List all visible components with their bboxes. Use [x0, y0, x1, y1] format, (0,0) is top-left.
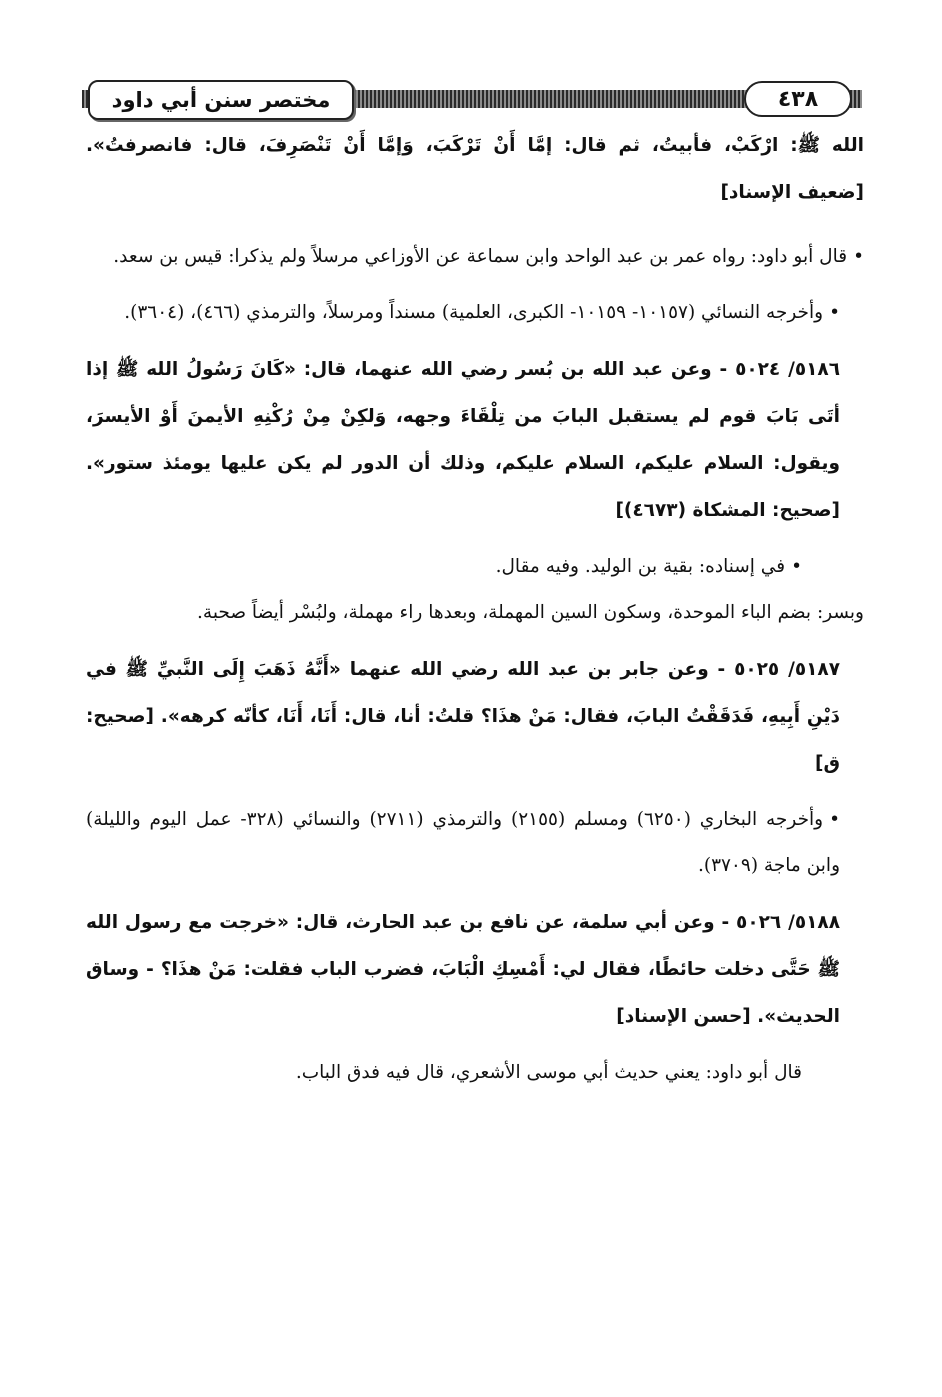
- commentary-paragraph: قال أبو داود: يعني حديث أبي موسى الأشعري، قال فيه فدق الباب.: [295, 1062, 802, 1083]
- commentary-text: وأخرجه البخاري (٦٢٥٠) ومسلم (٢١٥٥) والترمذي (٢٧١١) والنسائي (٣٢٨- عمل اليوم والليلة) وابن ماجة (٣٧٠٩).: [86, 809, 840, 876]
- hadith-5186: ٥١٨٦/ ٥٠٢٤ - وعن عبد الله بن بُسر رضي الله عنهما، قال: «كَانَ رَسُولُ الله ﷺ إذا أتَى بَابَ قوم لم يستقبل البابَ من تِلْقَاءَ وجهه، وَلكِنْ مِنْ رُكْنِهِ الأيمنَ أَوْ الأيسرَ، ويقول: السلام عليكم، السلام عليكم، وذلك أن الدور لم يكن عليها يومئذ ستور». [صحيح: المشكاة (٤٦٧٣)]: [86, 359, 841, 521]
- bullet: •: [829, 302, 840, 323]
- commentary-paragraph: [86, 797, 864, 889]
- commentary-paragraph: [86, 544, 864, 590]
- hadith-5188: ٥١٨٨/ ٥٠٢٦ - وعن أبي سلمة، عن نافع بن عبد الحارث، قال: «خرجت مع رسول الله ﷺ حَتَّى دخلت حائطًا، فقال لي: أَمْسِكِ الْبَابَ، فضرب الباب فقلت: مَنْ هذَا؟ - وساق الحديث». [حسن الإسناد]: [86, 912, 840, 1027]
- commentary-paragraph: وبسر: بضم الباء الموحدة، وسكون السين المهملة، وبعدها راء مهملة، ولبُسْر أيضاً صحبة.: [197, 602, 864, 623]
- bullet: •: [829, 809, 840, 830]
- hadith-continuation: الله ﷺ: ارْكَبْ، فأبيتُ، ثم قال: إمَّا أَنْ تَرْكَبَ، وَإمَّا أَنْ تَنْصَرِفَ، قال: فانصرفتُ». [ضعيف الإسناد]: [86, 135, 864, 203]
- commentary-paragraph: [86, 234, 864, 280]
- commentary-paragraph: [86, 290, 864, 336]
- hadith-5187: ٥١٨٧/ ٥٠٢٥ - وعن جابر بن عبد الله رضي الله عنهما «أَنَّهُ ذَهَبَ إِلَى النَّبيِّ ﷺ في دَيْنِ أَبِيهِ، فَدَقَقْتُ البابَ، فقال: مَنْ هذَا؟ قلتُ: أنا، قال: أَنَا، أَنَا، كأنّه كرهه». [صحيح: ق]: [86, 659, 841, 774]
- commentary-text: وأخرجه النسائي (١٠١٥٧- ١٠١٥٩- الكبرى، العلمية) مسنداً ومرسلاً، والترمذي (٤٦٦)، (٣٦٠٤).: [124, 302, 824, 323]
- commentary-text: في إسناده: بقية بن الوليد. وفيه مقال.: [495, 556, 786, 577]
- bullet: •: [853, 246, 864, 267]
- bullet: •: [791, 556, 802, 577]
- page-header: [82, 78, 862, 124]
- book-title: مختصر سنن أبي داود: [88, 80, 354, 120]
- page-body: [86, 122, 864, 1096]
- page-number: ٤٣٨: [744, 81, 852, 117]
- commentary-text: قال أبو داود: رواه عمر بن عبد الواحد وابن سماعة عن الأوزاعي مرسلاً ولم يذكرا: قيس بن سعد.: [113, 246, 848, 267]
